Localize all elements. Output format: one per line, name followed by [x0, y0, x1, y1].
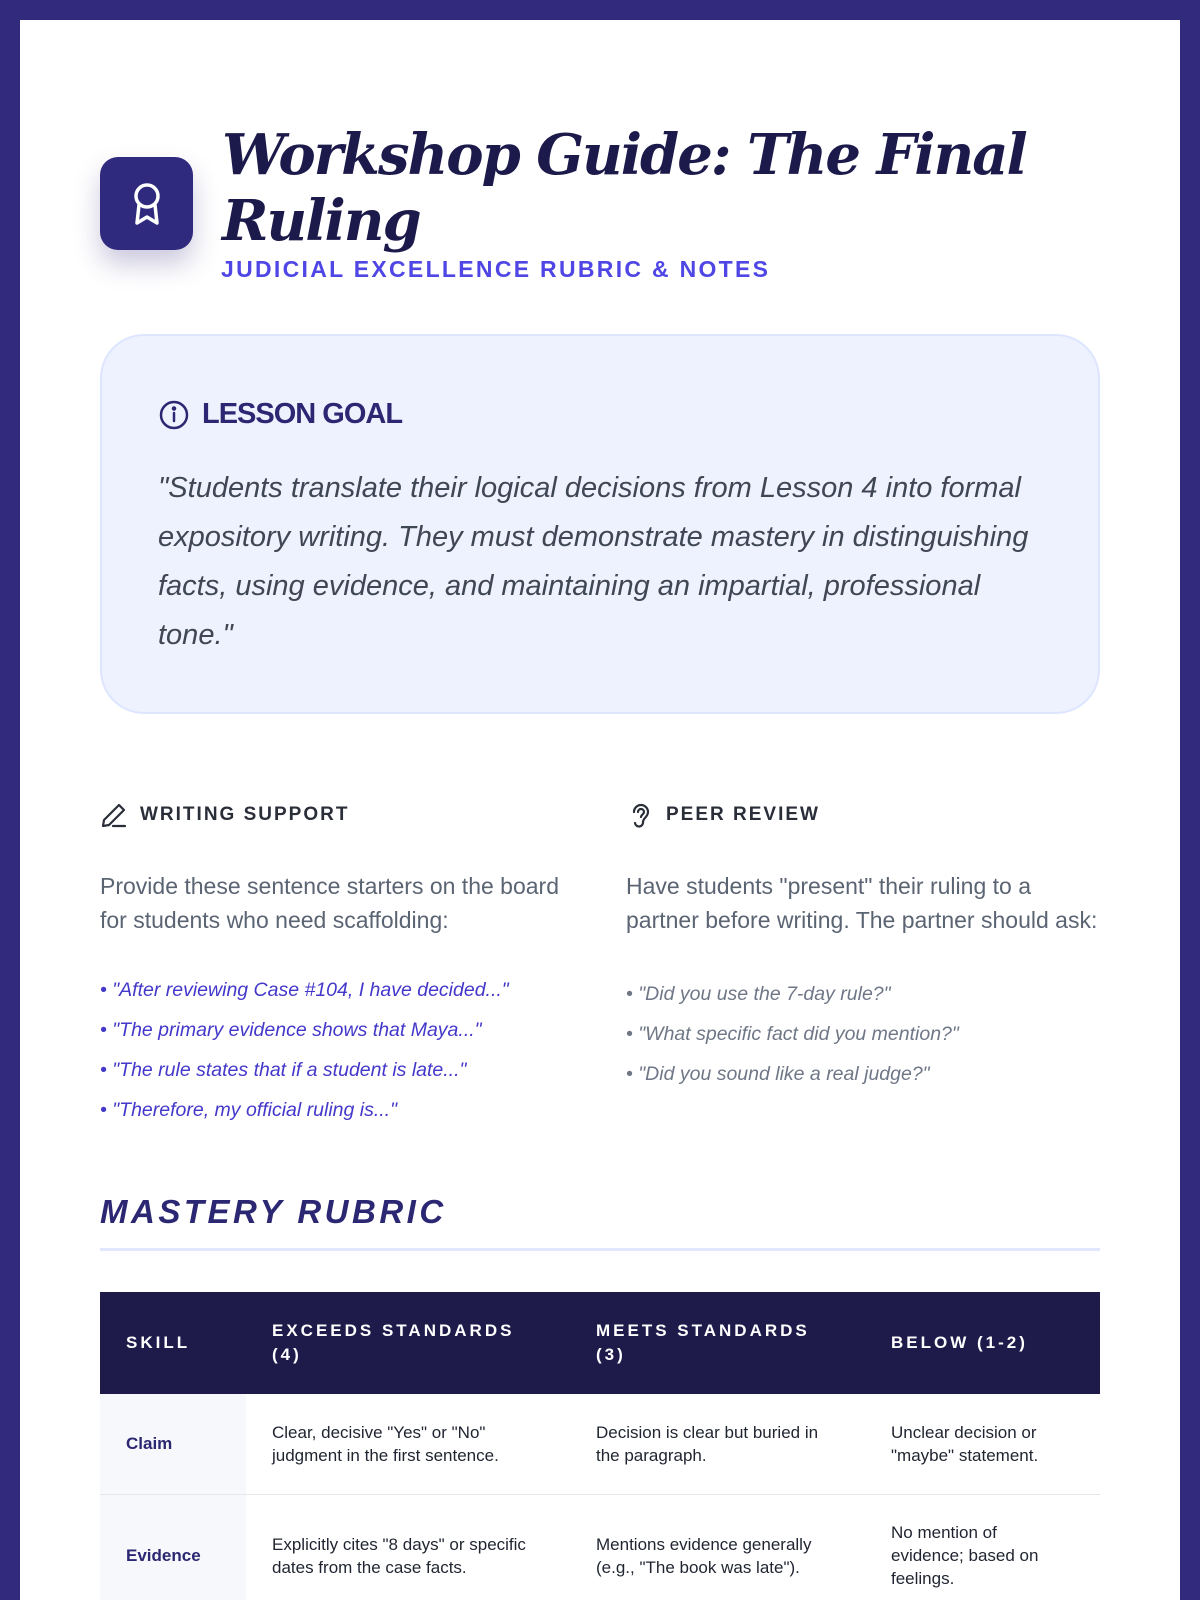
writing-support-title: WRITING SUPPORT — [140, 804, 350, 825]
column-header-skill: SKILL — [100, 1292, 246, 1394]
exceeds-cell: Clear, decisive "Yes" or "No" judgment in the first sentence. — [246, 1394, 570, 1494]
writing-support-section — [100, 800, 580, 1130]
info-icon — [158, 399, 190, 431]
lesson-goal-header — [158, 398, 402, 431]
peer-review-text: Have students "present" their ruling to a partner before writing. The partner should ask: — [626, 873, 1098, 933]
table-row — [100, 1494, 1100, 1600]
below-cell: No mention of evidence; based on feelings. — [865, 1494, 1100, 1600]
peer-question-list — [626, 974, 1106, 1094]
ear-icon — [626, 801, 654, 829]
peer-question-item: • "Did you sound like a real judge?" — [626, 1063, 930, 1085]
page-subtitle: JUDICIAL EXCELLENCE RUBRIC & NOTES — [221, 256, 771, 282]
peer-question-item: • "What specific fact did you mention?" — [626, 1023, 959, 1045]
peer-review-header — [626, 800, 1106, 830]
sentence-starter-item: • "After reviewing Case #104, I have decided..." — [100, 979, 509, 1001]
column-header-meets: MEETS STANDARDS (3) — [570, 1292, 865, 1394]
rubric-title: MASTERY RUBRIC — [100, 1193, 447, 1230]
below-cell: Unclear decision or "maybe" statement. — [865, 1394, 1100, 1494]
peer-review-section — [626, 800, 1106, 1094]
skill-cell: Claim — [100, 1394, 246, 1494]
lesson-goal-card — [100, 334, 1100, 714]
peer-question-item: • "Did you use the 7-day rule?" — [626, 983, 891, 1005]
lesson-goal-text: "Students translate their logical decisions from Lesson 4 into formal expository writing. They must demonstrate mastery in distinguishing facts, using evidence, and maintaining an impartial, professional tone." — [158, 472, 1029, 651]
writing-support-header — [100, 800, 580, 830]
writing-support-text: Provide these sentence starters on the board for students who need scaffolding: — [100, 873, 560, 933]
meets-cell: Mentions evidence generally (e.g., "The book was late"). — [570, 1494, 865, 1600]
exceeds-cell: Explicitly cites "8 days" or specific dates from the case facts. — [246, 1494, 570, 1600]
sentence-starter-list — [100, 970, 580, 1130]
lesson-goal-title: LESSON GOAL — [202, 398, 403, 430]
page-title: Workshop Guide: The Final Ruling — [222, 122, 1026, 254]
pencil-icon — [100, 801, 128, 829]
rubric-divider — [100, 1248, 1100, 1251]
sentence-starter-item: • "Therefore, my official ruling is..." — [100, 1099, 398, 1121]
sentence-starter-item: • "The primary evidence shows that Maya..." — [100, 1019, 482, 1041]
column-header-below: BELOW (1-2) — [865, 1292, 1100, 1394]
sentence-starter-item: • "The rule states that if a student is late..." — [100, 1059, 467, 1081]
skill-cell: Evidence — [100, 1494, 246, 1600]
document-page — [20, 20, 1180, 1600]
award-icon — [127, 180, 167, 228]
meets-cell: Decision is clear but buried in the paragraph. — [570, 1394, 865, 1494]
table-row — [100, 1394, 1100, 1494]
column-header-exceeds: EXCEEDS STANDARDS (4) — [246, 1292, 570, 1394]
rubric-table — [100, 1292, 1100, 1600]
award-badge — [100, 157, 193, 250]
rubric-header-row — [100, 1292, 1100, 1394]
peer-review-title: PEER REVIEW — [666, 804, 820, 825]
